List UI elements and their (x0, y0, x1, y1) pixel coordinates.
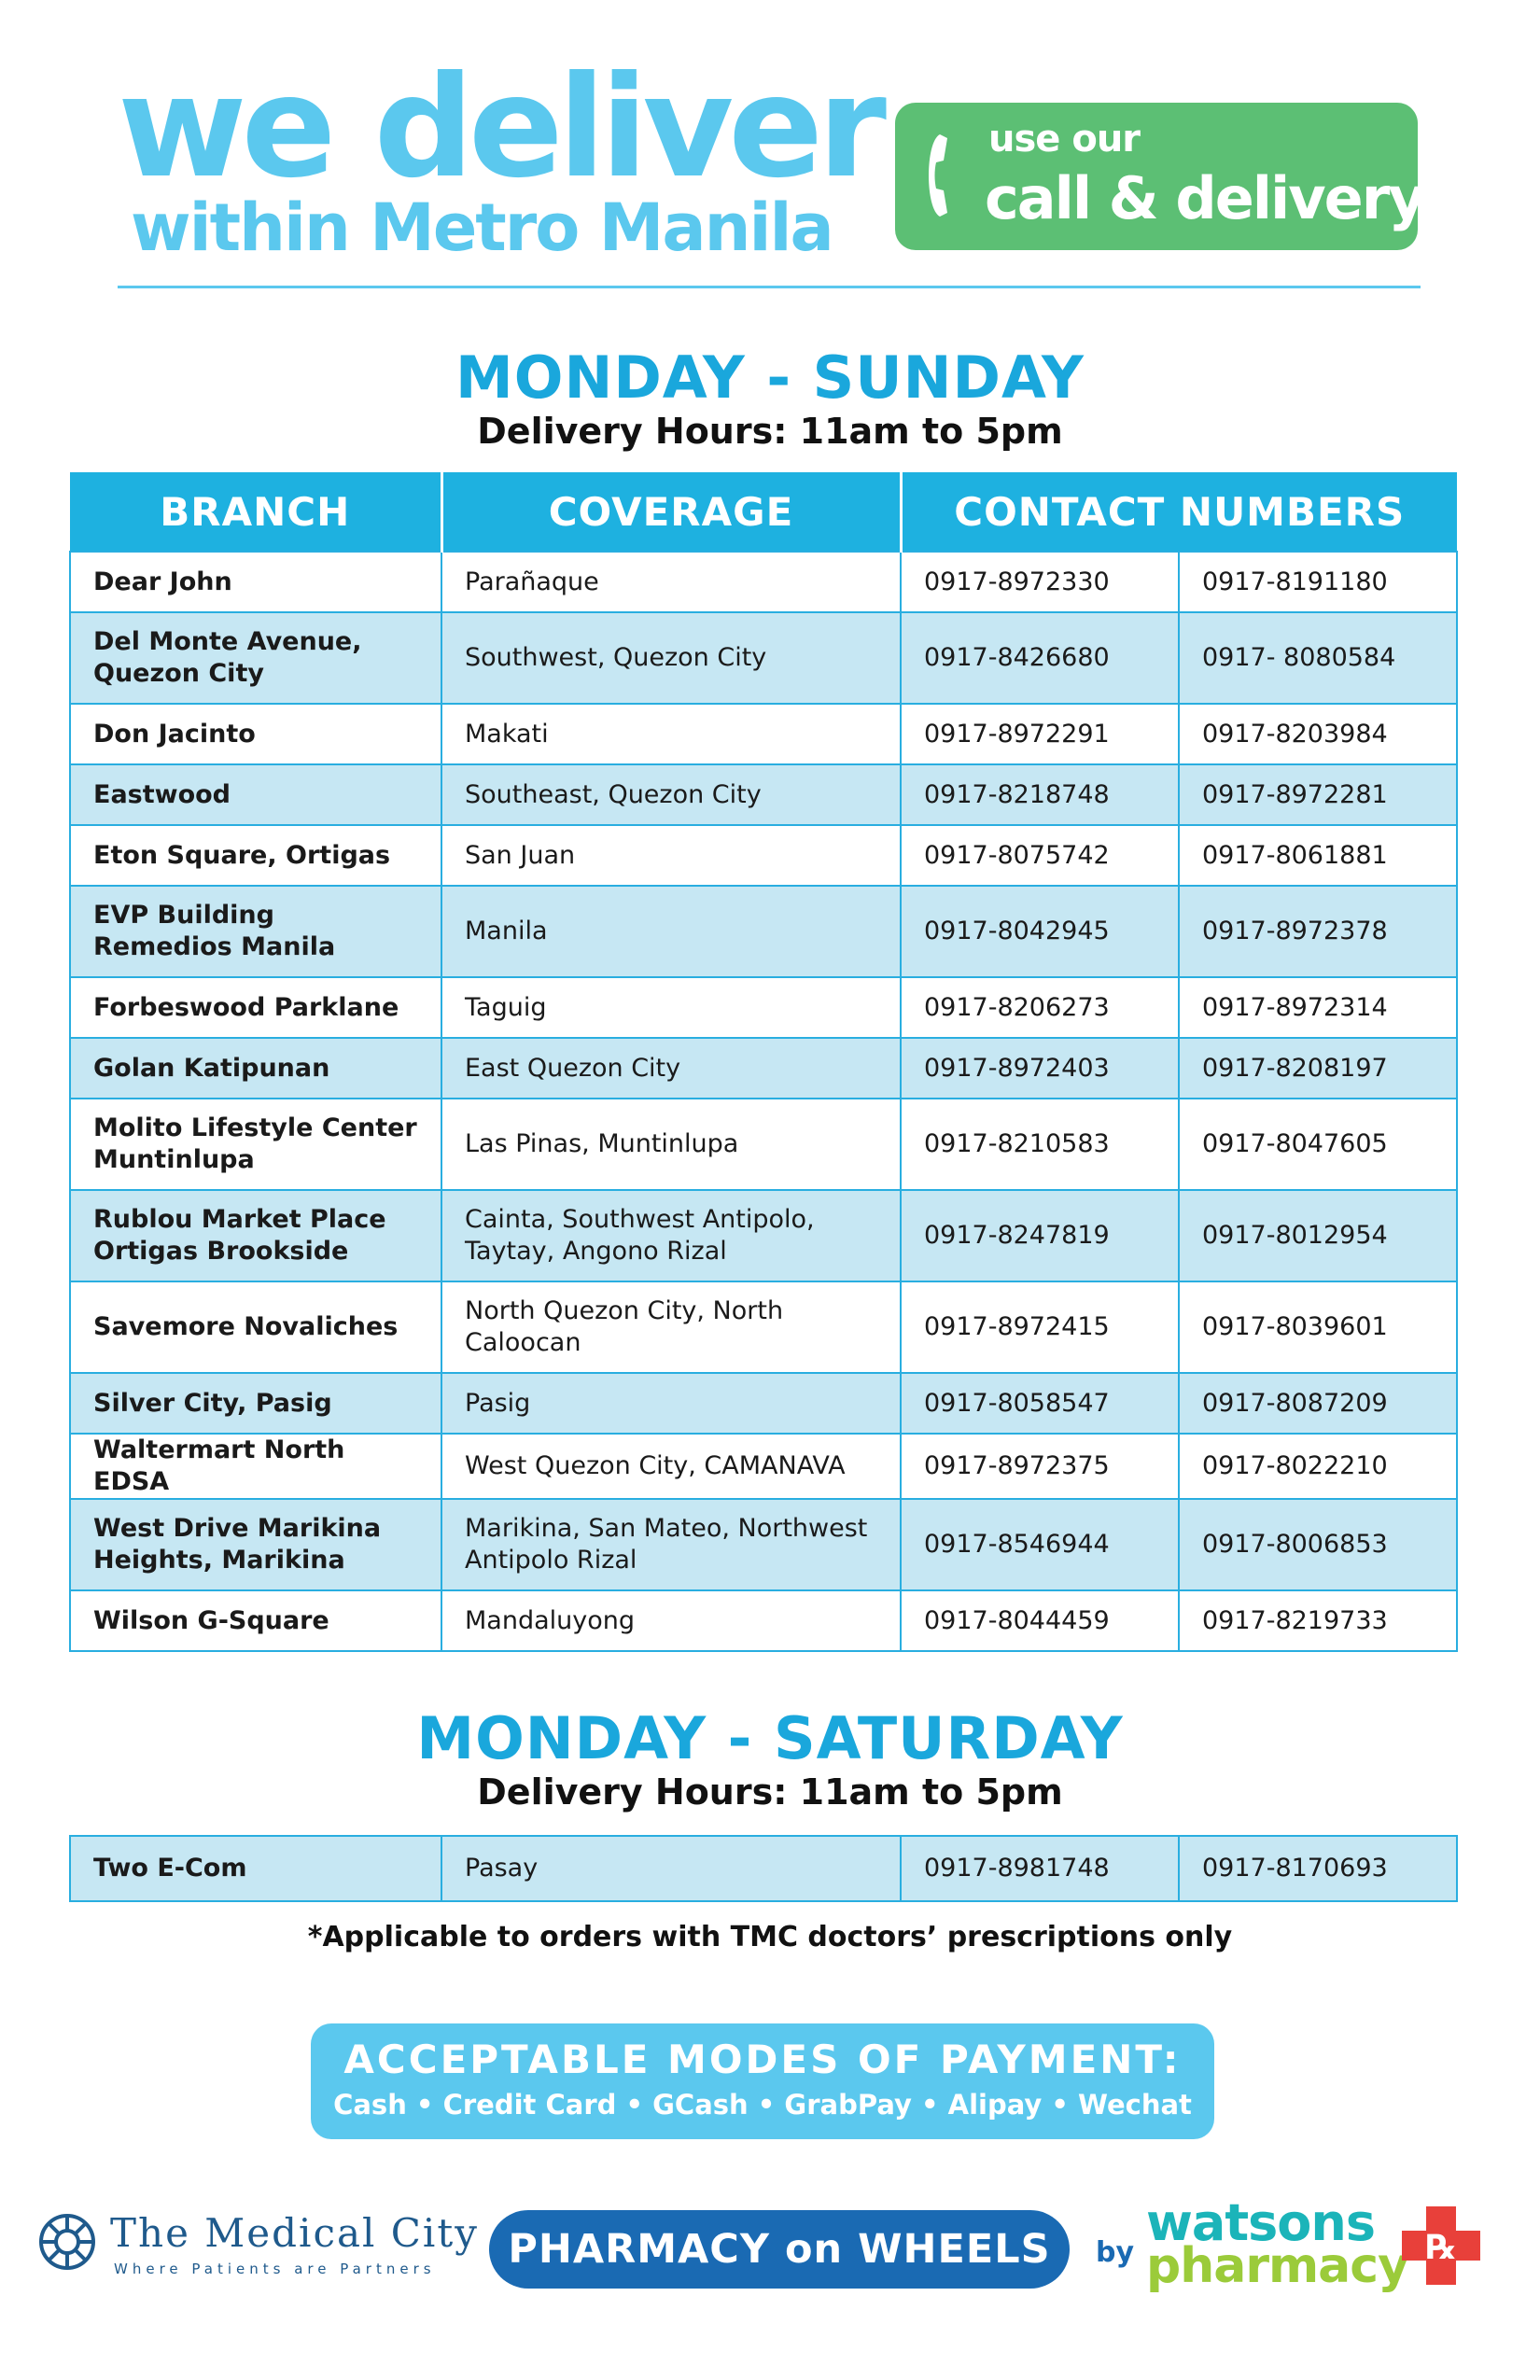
rx-cross-icon (1398, 2203, 1484, 2289)
phone-cell: 0917-8972291 (901, 704, 1179, 764)
call-line-2: call & delivery (985, 164, 1424, 232)
branch-cell: West Drive Marikina Heights, Marikina (70, 1499, 441, 1590)
phone-cell: 0917-8972314 (1179, 977, 1457, 1038)
branch-cell: Silver City, Pasig (70, 1373, 441, 1434)
branch-cell: Forbeswood Parklane (70, 977, 441, 1038)
phone-cell: 0917-8203984 (1179, 704, 1457, 764)
tmc-logo-icon (37, 2212, 97, 2272)
phone-cell: 0917-8206273 (901, 977, 1179, 1038)
coverage-cell: West Quezon City, CAMANAVA (441, 1434, 901, 1499)
table-row (70, 1038, 1457, 1099)
pharmacy-on-wheels-badge: PHARMACY on WHEELS (489, 2210, 1070, 2289)
payment-title: ACCEPTABLE MODES OF PAYMENT: (343, 2037, 1182, 2082)
phone-cell: 0917-8191180 (1179, 552, 1457, 612)
coverage-cell: Marikina, San Mateo, Northwest Antipolo Rizal (441, 1499, 901, 1590)
coverage-cell: Taguig (441, 977, 901, 1038)
coverage-cell: Southeast, Quezon City (441, 764, 901, 825)
phone-cell: 0917-8058547 (901, 1373, 1179, 1434)
svg-text:℞: ℞ (1425, 2229, 1457, 2267)
table-row (70, 886, 1457, 977)
phone-cell: 0917-8219733 (1179, 1590, 1457, 1651)
coverage-cell: East Quezon City (441, 1038, 901, 1099)
coverage-cell: Makati (441, 704, 901, 764)
phone-cell: 0917- 8080584 (1179, 612, 1457, 704)
coverage-cell: Las Pinas, Muntinlupa (441, 1099, 901, 1190)
phone-cell: 0917-8061881 (1179, 825, 1457, 886)
branch-cell: Don Jacinto (70, 704, 441, 764)
phone-cell: 0917-8981748 (901, 1836, 1179, 1901)
phone-cell: 0917-8210583 (901, 1099, 1179, 1190)
coverage-cell: Parañaque (441, 552, 901, 612)
branch-table (69, 472, 1458, 1652)
table-row (70, 1590, 1457, 1651)
table-row (70, 825, 1457, 886)
branch-cell: Golan Katipunan (70, 1038, 441, 1099)
table-row (70, 704, 1457, 764)
call-delivery-badge (895, 103, 1424, 250)
header (118, 47, 1424, 291)
coverage-cell: Pasig (441, 1373, 901, 1434)
branch-cell: Dear John (70, 552, 441, 612)
table-row (70, 612, 1457, 704)
phone-cell: 0917-8972378 (1179, 886, 1457, 977)
table-row (70, 1281, 1457, 1373)
section1-hours: Delivery Hours: 11am to 5pm (477, 411, 1063, 452)
phone-cell: 0917-8218748 (901, 764, 1179, 825)
phone-cell: 0917-8087209 (1179, 1373, 1457, 1434)
coverage-cell: North Quezon City, North Caloocan (441, 1281, 901, 1373)
subheadline: within Metro Manila (131, 189, 833, 266)
table-row (70, 764, 1457, 825)
branch-cell: Savemore Novaliches (70, 1281, 441, 1373)
header-contact-numbers: CONTACT NUMBERS (901, 472, 1457, 552)
phone-cell: 0917-8042945 (901, 886, 1179, 977)
phone-cell: 0917-8012954 (1179, 1190, 1457, 1281)
by-label: by (1096, 2236, 1135, 2269)
branch-cell: Wilson G-Square (70, 1590, 441, 1651)
phone-cell: 0917-8972375 (901, 1434, 1179, 1499)
table-row (70, 1373, 1457, 1434)
tmc-tagline: Where Patients are Partners (114, 2261, 436, 2277)
tmc-name: The Medical City (110, 2210, 479, 2256)
table-row (70, 1099, 1457, 1190)
phone-cell: 0917-8170693 (1179, 1836, 1457, 1901)
phone-cell: 0917-8972330 (901, 552, 1179, 612)
phone-icon (927, 129, 973, 222)
phone-cell: 0917-8426680 (901, 612, 1179, 704)
branch-cell: Waltermart North EDSA (70, 1434, 441, 1499)
payment-box (311, 2023, 1214, 2139)
section1-title: MONDAY - SUNDAY (455, 343, 1085, 412)
section2-title: MONDAY - SATURDAY (416, 1704, 1124, 1772)
phone-cell: 0917-8022210 (1179, 1434, 1457, 1499)
table-row (70, 552, 1457, 612)
branch-cell: Molito Lifestyle Center Muntinlupa (70, 1099, 441, 1190)
coverage-cell: Pasay (441, 1836, 901, 1901)
table-row (70, 1190, 1457, 1281)
table-row (70, 977, 1457, 1038)
watsons-wordmark: watsons (1146, 2193, 1375, 2252)
table-row (70, 1434, 1457, 1499)
phone-cell: 0917-8546944 (901, 1499, 1179, 1590)
branch-cell: EVP Building Remedios Manila (70, 886, 441, 977)
headline: we deliver (118, 47, 881, 209)
coverage-cell: Cainta, Southwest Antipolo, Taytay, Angono Rizal (441, 1190, 901, 1281)
header-divider (118, 286, 1421, 288)
phone-cell: 0917-8208197 (1179, 1038, 1457, 1099)
coverage-cell: Mandaluyong (441, 1590, 901, 1651)
prescription-note: *Applicable to orders with TMC doctors’ prescriptions only (307, 1921, 1233, 1953)
phone-cell: 0917-8247819 (901, 1190, 1179, 1281)
phone-cell: 0917-8044459 (901, 1590, 1179, 1651)
coverage-cell: San Juan (441, 825, 901, 886)
branch-cell: Del Monte Avenue, Quezon City (70, 612, 441, 704)
payment-methods: Cash • Credit Card • GCash • GrabPay • Alipay • Wechat (333, 2089, 1192, 2121)
call-line-1: use our (988, 118, 1141, 161)
branch-cell: Two E-Com (70, 1836, 441, 1901)
branch-cell: Rublou Market Place Ortigas Brookside (70, 1190, 441, 1281)
phone-cell: 0917-8006853 (1179, 1499, 1457, 1590)
phone-cell: 0917-8972403 (901, 1038, 1179, 1099)
phone-cell: 0917-8972415 (901, 1281, 1179, 1373)
table-row (70, 1836, 1457, 1901)
branch-cell: Eastwood (70, 764, 441, 825)
section2-hours: Delivery Hours: 11am to 5pm (477, 1771, 1063, 1813)
branch-table-2 (69, 1835, 1458, 1902)
phone-cell: 0917-8039601 (1179, 1281, 1457, 1373)
header-branch: BRANCH (70, 472, 441, 552)
coverage-cell: Manila (441, 886, 901, 977)
header-coverage: COVERAGE (441, 472, 901, 552)
coverage-cell: Southwest, Quezon City (441, 612, 901, 704)
branch-cell: Eton Square, Ortigas (70, 825, 441, 886)
table-row (70, 1499, 1457, 1590)
pharmacy-wordmark: pharmacy (1146, 2238, 1408, 2294)
phone-cell: 0917-8047605 (1179, 1099, 1457, 1190)
phone-cell: 0917-8075742 (901, 825, 1179, 886)
phone-cell: 0917-8972281 (1179, 764, 1457, 825)
footer (0, 2184, 1540, 2305)
